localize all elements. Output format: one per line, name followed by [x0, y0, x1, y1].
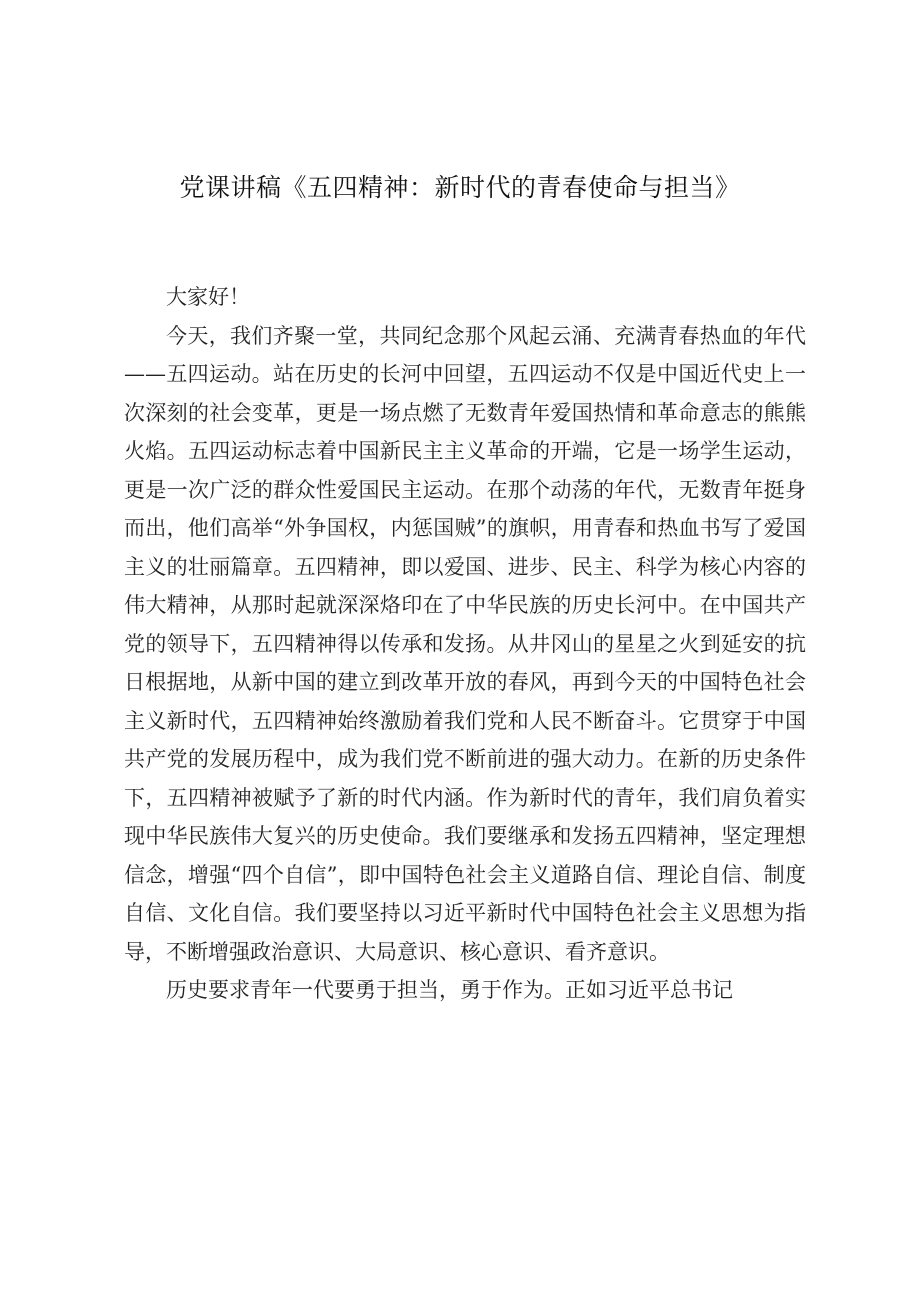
- greeting-paragraph: 大家好！: [166, 285, 250, 309]
- document-title: 党课讲稿《五四精神：新时代的青春使命与担当》: [179, 173, 741, 202]
- document-body: [124, 278, 806, 1010]
- body-paragraph-2: 历史要求青年一代要勇于担当，勇于作为。正如习近平总书记: [166, 978, 733, 1002]
- body-paragraph-1: 今天，我们齐聚一堂，共同纪念那个风起云涌、充满青春热血的年代——五四运动。站在历史的长河中回望，五四运动不仅是中国近代史上一次深刻的社会变革，更是一场点燃了无数青年爱国热情和革命意志的熊熊火焰。五四运动标志着中国新民主主义革命的开端，它是一场学生运动，更是一次广泛的群众性爱国民主运动。在那个动荡的年代，无数青年挺身而出，他们高举“外争国权，内惩国贼”的旗帜，用青春和热血书写了爱国主义的壮丽篇章。五四精神，即以爱国、进步、民主、科学为核心内容的伟大精神，从那时起就深深烙印在了中华民族的历史长河中。在中国共产党的领导下，五四精神得以传承和发扬。从井冈山的星星之火到延安的抗日根据地，从新中国的建立到改革开放的春风，再到今天的中国特色社会主义新时代，五四精神始终激励着我们党和人民不断奋斗。它贯穿于中国共产党的发展历程中，成为我们党不断前进的强大动力。在新的历史条件下，五四精神被赋予了新的时代内涵。作为新时代的青年，我们肩负着实现中华民族伟大复兴的历史使命。我们要继承和发扬五四精神，坚定理想信念，增强“四个自信”，即中国特色社会主义道路自信、理论自信、制度自信、文化自信。我们要坚持以习近平新时代中国特色社会主义思想为指导，不断增强政治意识、大局意识、核心意识、看齐意识。: [124, 323, 806, 964]
